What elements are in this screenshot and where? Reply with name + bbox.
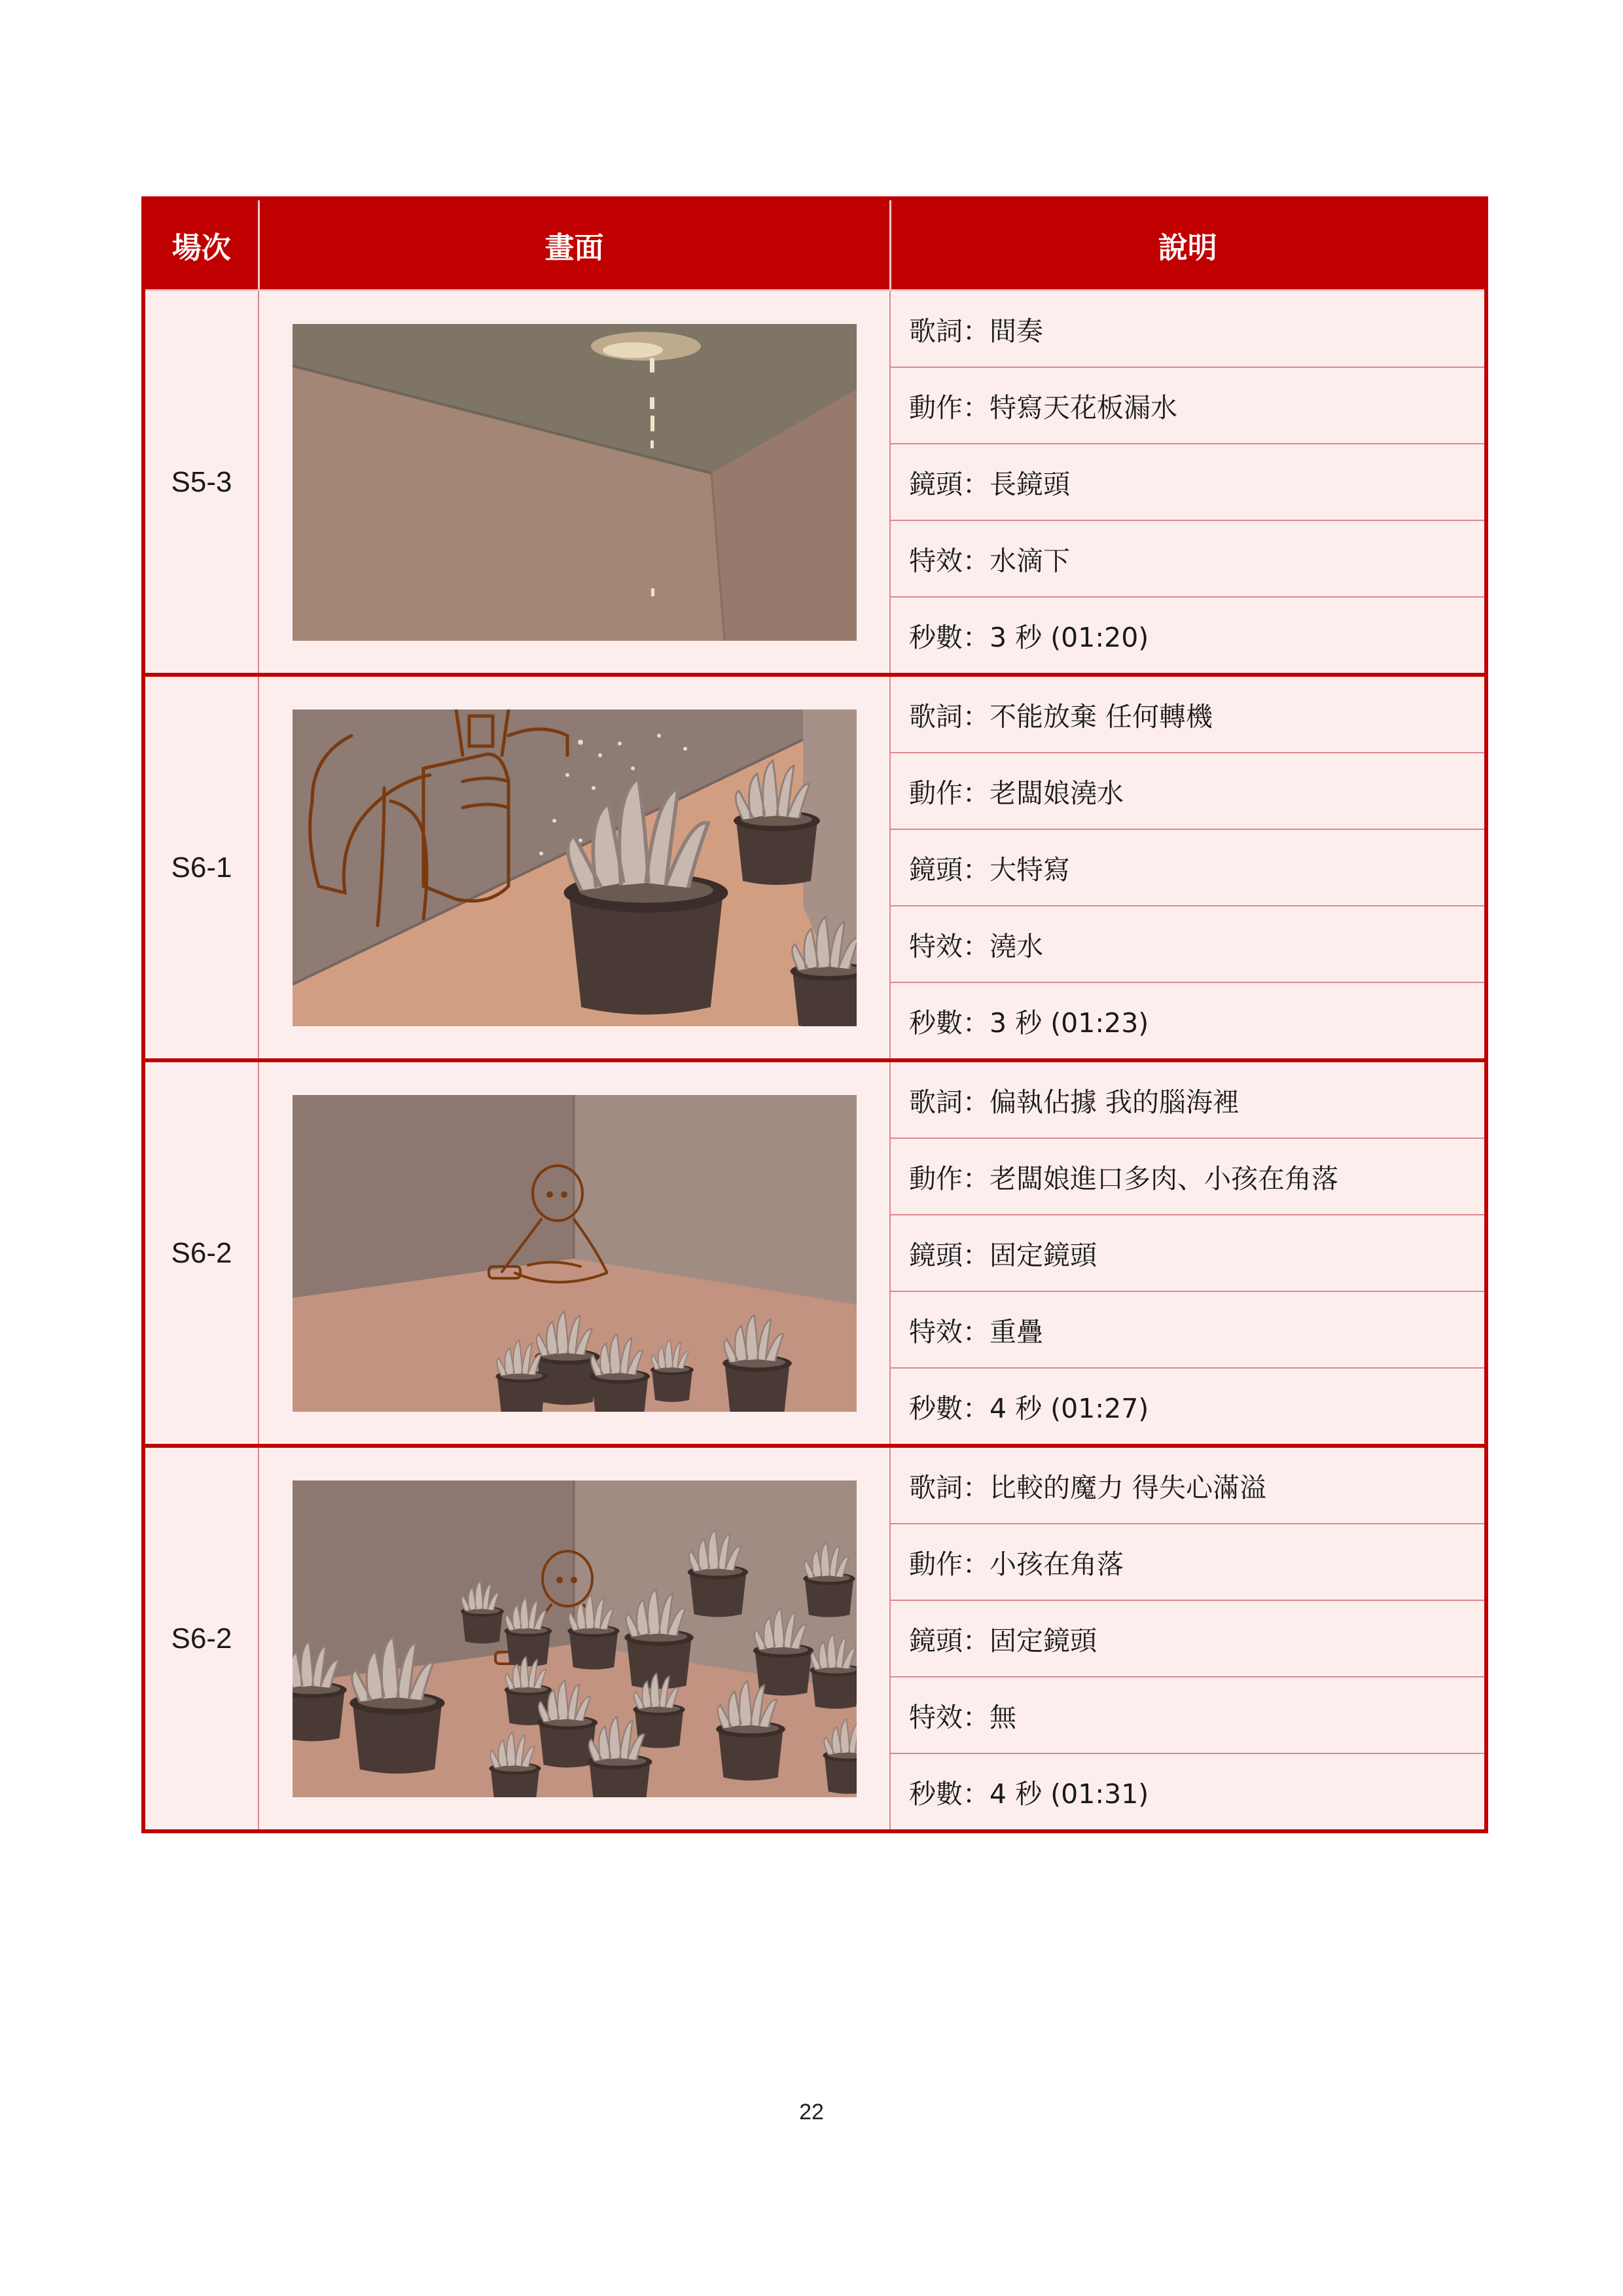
scene-id: S6-2: [143, 1446, 259, 1831]
page-number: 22: [799, 2100, 824, 2125]
description-line: 歌詞：偏執佔據 我的腦海裡: [890, 1060, 1486, 1138]
description-line: 歌詞：比較的魔力 得失心滿溢: [890, 1446, 1486, 1524]
child-in-corner-illustration: [293, 1095, 857, 1412]
description-line: 鏡頭：大特寫: [890, 829, 1486, 906]
child-surrounded-by-succulents-illustration: [293, 1480, 857, 1797]
description-line: 特效：澆水: [890, 906, 1486, 982]
scene-group: [143, 1446, 1486, 1831]
storyboard-table: [141, 196, 1488, 1833]
scene-id: S6-2: [143, 1060, 259, 1446]
scene-picture-cell: [259, 1446, 890, 1831]
scene-picture-cell: [259, 1060, 890, 1446]
description-line: 鏡頭：長鏡頭: [890, 444, 1486, 520]
description-line: 秒數：4 秒 (01:27): [890, 1368, 1486, 1446]
scene-id: S6-1: [143, 675, 259, 1060]
scene-group: [143, 1060, 1486, 1446]
header-row: [143, 198, 1486, 291]
header-scene: 場次: [143, 198, 259, 291]
description-line: 特效：水滴下: [890, 520, 1486, 597]
description-line: 鏡頭：固定鏡頭: [890, 1215, 1486, 1291]
watering-succulent-illustration: [293, 709, 857, 1026]
description-line: 動作：老闆娘澆水: [890, 753, 1486, 829]
description-line: 歌詞：不能放棄 任何轉機: [890, 675, 1486, 753]
description-line: 鏡頭：固定鏡頭: [890, 1600, 1486, 1677]
scene-picture-cell: [259, 291, 890, 675]
description-line: 秒數：3 秒 (01:20): [890, 597, 1486, 675]
ceiling-leak-illustration: [293, 324, 857, 641]
description-line: 特效：重疊: [890, 1291, 1486, 1368]
header-description: 說明: [890, 198, 1486, 291]
description-line: 歌詞：間奏: [890, 291, 1486, 368]
description-line: 動作：特寫天花板漏水: [890, 367, 1486, 444]
scene-group: [143, 291, 1486, 675]
description-line: 動作：老闆娘進口多肉、小孩在角落: [890, 1138, 1486, 1215]
scene-id: S5-3: [143, 291, 259, 675]
header-picture: 畫面: [259, 198, 890, 291]
description-line: 秒數：3 秒 (01:23): [890, 982, 1486, 1060]
scene-group: [143, 675, 1486, 1060]
description-line: 秒數：4 秒 (01:31): [890, 1753, 1486, 1831]
scene-picture-cell: [259, 675, 890, 1060]
description-line: 動作：小孩在角落: [890, 1524, 1486, 1600]
description-line: 特效：無: [890, 1677, 1486, 1753]
